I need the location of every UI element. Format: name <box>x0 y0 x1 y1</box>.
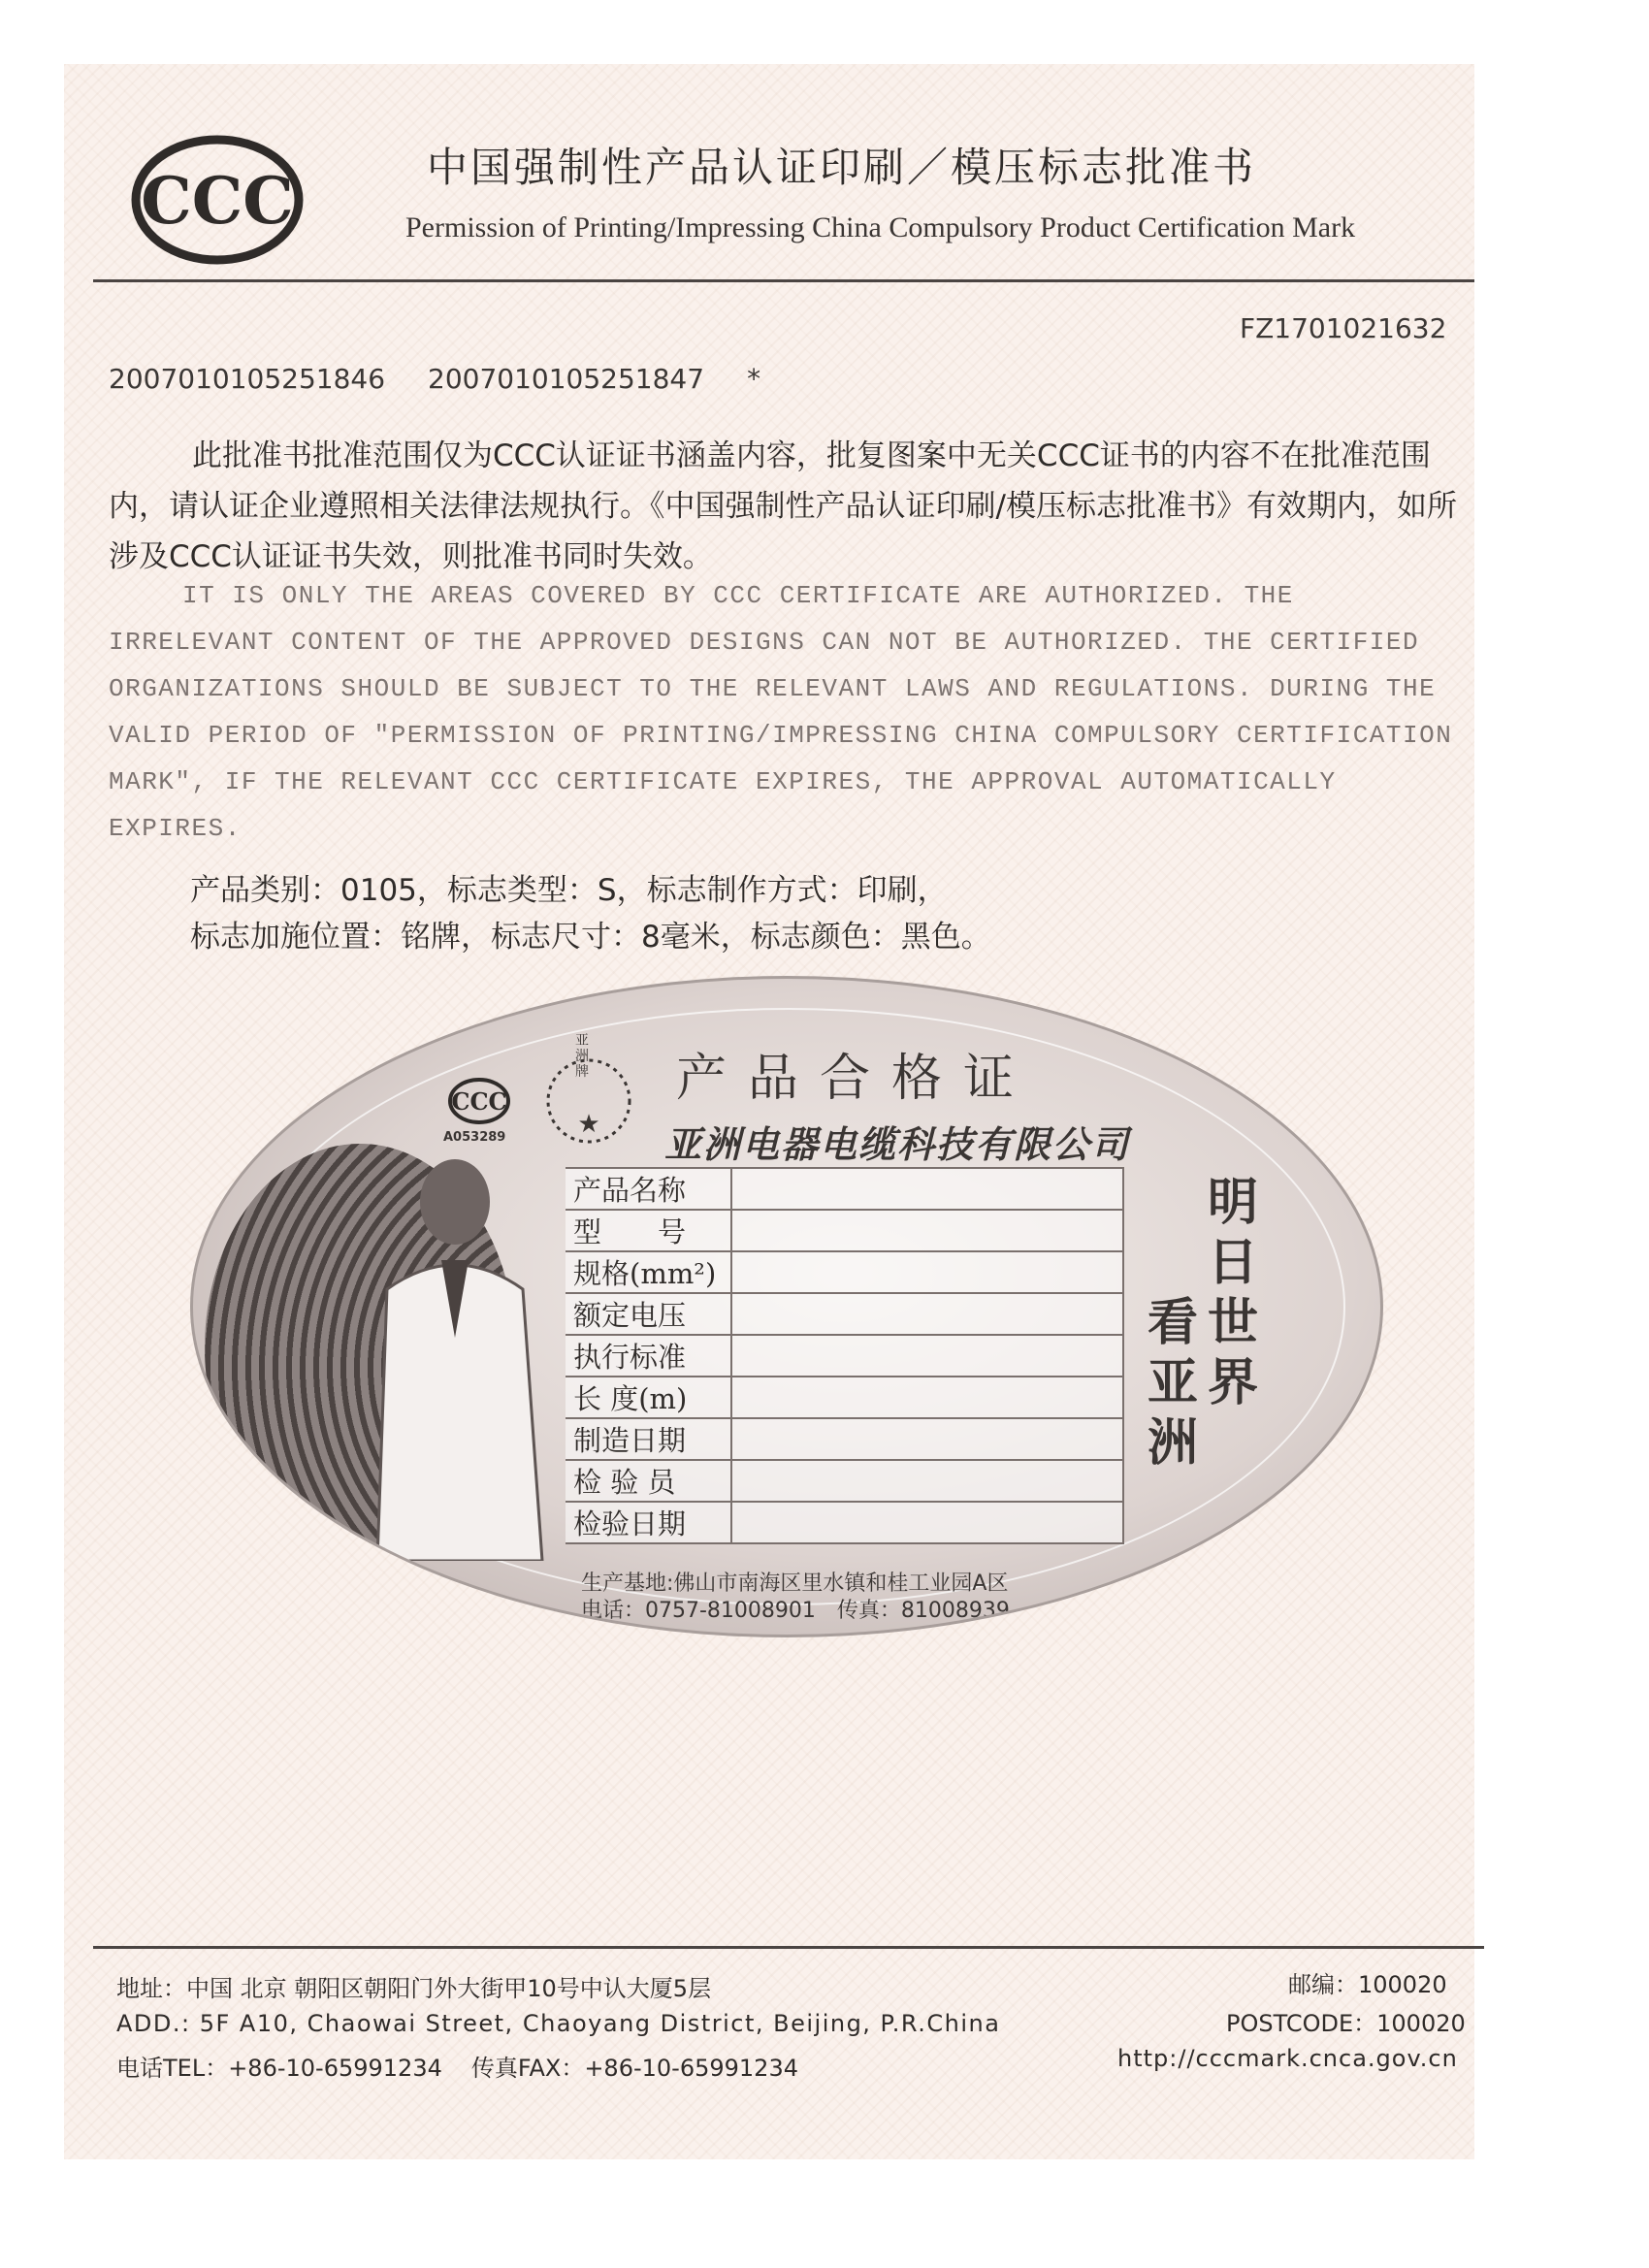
label-field-table <box>566 1167 1124 1544</box>
field-label: 型 号 <box>566 1210 731 1251</box>
footer-website: http://cccmark.cnca.gov.cn <box>1117 2045 1458 2072</box>
star-icon: ★ <box>577 1110 600 1139</box>
ccc-logo-text: CCC <box>141 163 294 239</box>
small-ccc-mark <box>447 1076 511 1126</box>
field-label: 额定电压 <box>566 1293 731 1335</box>
label-title: 产品合格证 <box>676 1050 1036 1108</box>
footer-address-cn: 地址：中国 北京 朝阳区朝阳门外大街甲10号中认大厦5层 <box>116 1975 712 2002</box>
field-value <box>731 1293 1123 1335</box>
field-label: 产品名称 <box>566 1168 731 1210</box>
table-row <box>566 1460 1123 1502</box>
table-row <box>566 1168 1123 1210</box>
title-chinese: 中国强制性产品认证印刷／模压标志批准书 <box>427 144 1257 191</box>
table-row <box>566 1377 1123 1418</box>
footer-postcode-cn: 邮编：100020 <box>1288 1971 1447 1998</box>
notice-english-text: IT IS ONLY THE AREAS COVERED BY CCC CERTIFICATE ARE AUTHORIZED. THE IRRELEVANT CONTENT OF THE APPROVED DESIGNS CAN NOT BE AUTHORIZED. THE CERTIFIED ORGANIZATIONS SHOULD BE SUBJECT TO THE RELEVANT LAWS AND REGULATIONS. DURING THE VALID PERIOD OF "PERMISSION OF PRINTING/IMPRESSING CHINA COMPULSORY CERTIFICATION MARK", IF THE RELEVANT CCC CERTIFICATE EXPIRES, THE APPROVAL AUTOMATICALLY EXPIRES. <box>109 581 1453 843</box>
reference-mark: * <box>747 363 761 395</box>
reference-number: 2007010105251847 <box>428 363 705 395</box>
title-english: Permission of Printing/Impressing China Compulsory Product Certification Mark <box>405 211 1356 243</box>
field-label: 检 验 员 <box>566 1460 731 1502</box>
ccc-logo <box>130 134 305 266</box>
label-address-block <box>581 1571 1010 1625</box>
reference-number: 2007010105251846 <box>109 363 386 395</box>
footer-fax: 传真FAX：+86-10-65991234 <box>470 2055 798 2082</box>
field-value <box>731 1168 1123 1210</box>
field-value <box>731 1460 1123 1502</box>
person-photo <box>348 1144 562 1561</box>
notice-chinese-text: 此批准书批准范围仅为CCC认证证书涵盖内容，批复图案中无关CCC证书的内容不在批准范围内，请认证企业遵照相关法律法规执行。《中国强制性产品认证印刷/模压标志批准书》有效期内，如所涉及CCC认证证书失效，则批准书同时失效。 <box>109 438 1457 574</box>
table-row <box>566 1418 1123 1460</box>
approved-label-design <box>190 976 1383 1637</box>
footer-contacts <box>116 2049 827 2083</box>
field-value <box>731 1377 1123 1418</box>
table-row <box>566 1251 1123 1293</box>
field-value <box>731 1251 1123 1293</box>
table-row <box>566 1210 1123 1251</box>
spec-line-1: 产品类别：0105，标志类型：S，标志制作方式：印刷， <box>190 873 948 908</box>
table-row <box>566 1293 1123 1335</box>
label-phone: 电话：0757-81008901 传真：81008939 <box>581 1599 1010 1623</box>
field-value <box>731 1418 1123 1460</box>
field-value <box>731 1502 1123 1543</box>
ccc-mark-code: A053289 <box>443 1130 506 1145</box>
reference-numbers <box>109 363 803 395</box>
field-label: 执行标准 <box>566 1335 731 1377</box>
notice-english <box>109 572 1467 852</box>
seal-text: 亚洲牌 <box>575 1033 589 1080</box>
field-value <box>731 1210 1123 1251</box>
field-value <box>731 1335 1123 1377</box>
table-row <box>566 1502 1123 1543</box>
certificate-number: FZ1701021632 <box>1240 312 1447 344</box>
field-label: 检验日期 <box>566 1502 731 1543</box>
footer-divider <box>93 1946 1484 1949</box>
notice-chinese <box>109 431 1467 582</box>
table-row <box>566 1335 1123 1377</box>
small-ccc-text: CCC <box>451 1087 507 1116</box>
field-label: 制造日期 <box>566 1418 731 1460</box>
spec-line-2: 标志加施位置：铭牌，标志尺寸：8毫米，标志颜色：黑色。 <box>190 920 991 955</box>
header-divider <box>93 279 1474 282</box>
footer-postcode-en: POSTCODE：100020 <box>1226 2010 1466 2037</box>
label-address: 生产基地:佛山市南海区里水镇和桂工业园A区 <box>581 1571 1009 1596</box>
field-label: 规格(mm²) <box>566 1251 731 1293</box>
footer-tel: 电话TEL：+86-10-65991234 <box>116 2055 442 2082</box>
field-label: 长 度(m) <box>566 1377 731 1418</box>
footer-address-en: ADD.: 5F A10, Chaowai Street, Chaoyang District, Beijing, P.R.China <box>116 2010 1001 2037</box>
slogan-right: 明日世界 <box>1208 1173 1259 1412</box>
slogan-left: 看亚洲 <box>1148 1293 1199 1473</box>
label-company: 亚洲电器电缆科技有限公司 <box>664 1122 1131 1166</box>
